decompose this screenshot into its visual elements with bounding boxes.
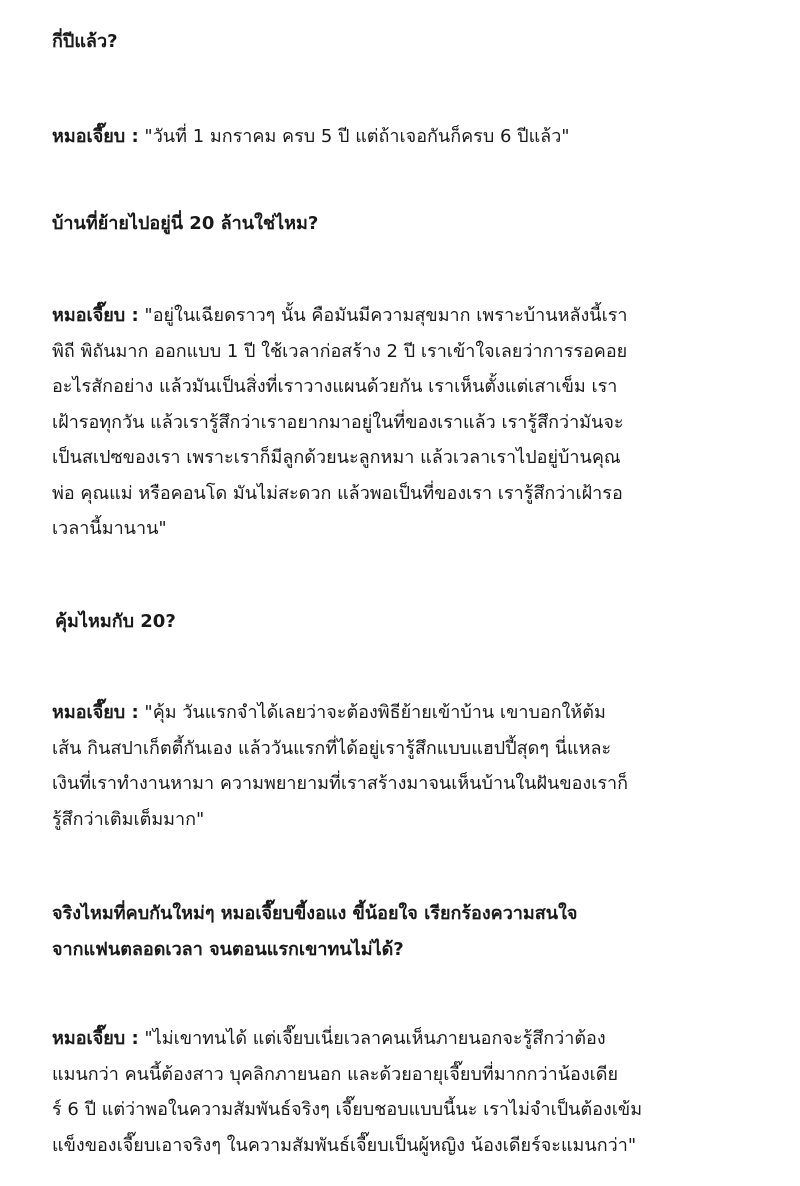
answer-line (52, 695, 752, 731)
speaker-label: หมอเจี๊ยบ : (52, 126, 139, 147)
answer-text: "วันที่ 1 มกราคม ครบ 5 ปี แต่ถ้าเจอกันก็ครบ 6 ปีแล้ว" (138, 126, 570, 147)
answer-relationship (52, 1021, 752, 1163)
answer-line: รู้สึกว่าเติมเต็มมาก" (52, 808, 205, 830)
answer-house (52, 298, 752, 547)
question-years (52, 24, 752, 60)
answer-line: พ่อ คุณแม่ หรือคอนโด มันไม่สะดวก แล้วพอเป็นที่ของเรา เรารู้สึกว่าเฝ้ารอ (52, 482, 623, 504)
answer-line: เป็นสเปซของเรา เพราะเราก็มีลูกด้วยนะลูกหมา แล้วเวลาเราไปอยู่บ้านคุณ (52, 447, 621, 468)
question-relationship (52, 896, 752, 967)
answer-text: "อยู่ในเฉียดราวๆ นั้น คือมันมีความสุขมาก เพราะบ้านหลังนี้เรา (138, 305, 628, 326)
speaker-label: หมอเจี๊ยบ : (52, 702, 139, 723)
question-line: จากแฟนตลอดเวลา จนตอนแรกเขาทนไม่ได้? (52, 938, 404, 960)
answer-line: ร์ 6 ปี แต่ว่าพอในความสัมพันธ์จริงๆ เจี๊ยบชอบแบบนี้นะ เราไม่จำเป็นต้องเข้ม (52, 1099, 643, 1120)
question-text: บ้านที่ย้ายไปอยู่นี่ 20 ล้านใช่ไหม? (52, 213, 319, 234)
question-text: กี่ปีแล้ว? (52, 31, 118, 52)
answer-worth (52, 695, 752, 837)
question-worth (52, 604, 755, 640)
answer-text: "คุ้ม วันแรกจำได้เลยว่าจะต้องพิธีย้ายเข้าบ้าน เขาบอกให้ต้ม (138, 702, 606, 723)
answer-line (52, 298, 752, 334)
speaker-label: หมอเจี๊ยบ : (52, 1028, 139, 1049)
answer-line: เฝ้ารอทุกวัน แล้วเรารู้สึกว่าเราอยากมาอยู่ในที่ของเราแล้ว เรารู้สึกว่ามันจะ (52, 411, 624, 433)
speaker-label: หมอเจี๊ยบ : (52, 305, 139, 326)
question-house (52, 206, 752, 242)
answer-line (52, 119, 752, 155)
question-line: จริงไหมที่คบกันใหม่ๆ หมอเจี๊ยบขี้งอแง ขี้น้อยใจ เรียกร้องความสนใจ (52, 903, 578, 924)
answer-line: อะไรสักอย่าง แล้วมันเป็นสิ่งที่เราวางแผนด้วยกัน เราเห็นตั้งแต่เสาเข็ม เรา (52, 376, 618, 397)
answer-line: พิถี พิถันมาก ออกแบบ 1 ปี ใช้เวลาก่อสร้าง 2 ปี เราเข้าใจเลยว่าการรอคอย (52, 340, 628, 362)
question-text: คุ้มไหมกับ 20? (55, 611, 176, 632)
answer-text: "ไม่เขาทนได้ แต่เจี๊ยบเนี่ยเวลาคนเห็นภายนอกจะรู้สึกว่าต้อง (138, 1028, 606, 1049)
answer-line (52, 1021, 752, 1057)
answer-line: เงินที่เราทำงานหามา ความพยายามที่เราสร้างมาจนเห็นบ้านในฝันของเราก็ (52, 773, 629, 794)
answer-line: เวลานี้มานาน" (52, 518, 167, 539)
answer-line: เส้น กินสปาเก็ตตี้กันเอง แล้ววันแรกที่ได้อยู่เรารู้สึกแบบแฮปปี้สุดๆ นี่แหละ (52, 737, 612, 759)
answer-line: แข็งของเจี๊ยบเอาจริงๆ ในความสัมพันธ์เจี๊ยบเป็นผู้หญิง น้องเดียร์จะแมนกว่า" (52, 1134, 637, 1156)
answer-years (52, 119, 752, 155)
answer-line: แมนกว่า คนนี้ต้องสาว บุคลิกภายนอก และด้วยอายุเจี๊ยบที่มากกว่าน้องเดีย (52, 1063, 619, 1085)
